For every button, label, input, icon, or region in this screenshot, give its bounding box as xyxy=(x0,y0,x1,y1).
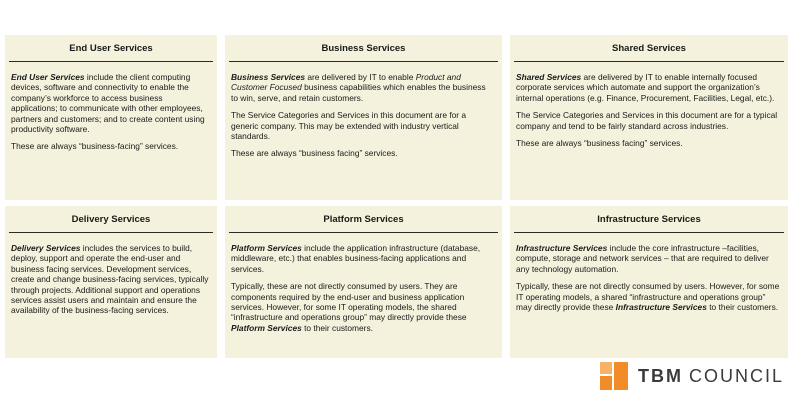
emphasis-text: Platform Services xyxy=(231,322,302,333)
paragraph: The Service Categories and Services in this document are for a typical company and tend to be fairly standard across industries. xyxy=(516,110,778,131)
paragraph-text: include the application infrastructure (database, middleware, etc.) that enables business-facing applications and services. xyxy=(231,243,481,274)
card-title: Delivery Services xyxy=(9,206,213,233)
card-body xyxy=(510,62,788,148)
paragraph-text: are delivered by IT to enable internally focused corporate services which automate and support the organization’s internal operations (e.g. Finance, Procurement, Facilities, Legal, etc.). xyxy=(516,72,775,103)
emphasis-text: Infrastructure Services xyxy=(615,302,707,313)
paragraph-text: include the core infrastructure –facilities, compute, storage and network services – that are required to deliver any technology automation. xyxy=(516,243,769,274)
paragraph: The Service Categories and Services in this document are for a generic company. This may be extended with industry vertical standards. xyxy=(231,110,467,142)
card-body xyxy=(225,62,502,159)
card-infrastructure-services xyxy=(510,206,788,358)
lead-term: Shared Services xyxy=(516,72,582,82)
tbm-council-logo-icon xyxy=(600,362,628,390)
lead-term: Delivery Services xyxy=(11,243,81,253)
paragraph-text: include the client computing devices, software and connectivity to enable the company’s workforce to access business applications; to communicate with other employees, partners and customers; and to create content using productivity software. xyxy=(11,72,205,135)
card-business-services xyxy=(225,35,502,200)
card-delivery-services xyxy=(5,206,217,358)
card-body xyxy=(5,62,217,152)
logo-word-council: COUNCIL xyxy=(689,365,785,386)
card-shared-services xyxy=(510,35,788,200)
paragraph-text: Typically, these are not directly consumed by users. They are components required by the end-user and business application services. However, for some IT operating models, the shared “infrastructure and operations group” may directly provide these xyxy=(231,281,467,323)
paragraph-text: are delivered by IT to enable xyxy=(305,72,416,82)
card-title: Platform Services xyxy=(229,206,498,233)
lead-term: Infrastructure Services xyxy=(516,243,608,253)
card-title: End User Services xyxy=(9,35,213,62)
card-title: Shared Services xyxy=(514,35,784,62)
card-title: Infrastructure Services xyxy=(514,206,784,233)
card-body xyxy=(510,233,788,312)
paragraph-text: Typically, these are not directly consumed by users. However, for some IT operating models, a shared “infrastructure and operations group” may directly provide these xyxy=(516,281,780,313)
lead-term: Platform Services xyxy=(231,243,302,253)
logo-wordmark xyxy=(638,366,784,387)
emphasis-text: Product and Customer Focused xyxy=(231,72,461,93)
paragraph-text: business capabilities which enables the business to win, serve, and retain customers. xyxy=(231,82,486,103)
paragraph-text: to their customers. xyxy=(301,322,373,333)
paragraph-text: to their customers. xyxy=(706,302,779,313)
card-end-user-services xyxy=(5,35,217,200)
card-body xyxy=(225,233,502,333)
paragraph: These are always “business facing” services. xyxy=(231,148,398,159)
card-title: Business Services xyxy=(229,35,498,62)
tbm-council-logo xyxy=(600,360,784,392)
lead-term: End User Services xyxy=(11,72,85,82)
paragraph-text: includes the services to build, deploy, support and operate the end-user and business facing services. Development services, create and change business-facing services, typically through projects. Additional support and operations services assist users and maintain and ensure the availability of the business-facing services. xyxy=(11,243,209,316)
paragraph: These are always “business-facing” services. xyxy=(11,141,179,152)
card-body xyxy=(5,233,217,316)
logo-word-tbm: TBM xyxy=(638,365,683,386)
lead-term: Business Services xyxy=(231,72,306,82)
paragraph: These are always “business facing” services. xyxy=(516,138,683,149)
card-platform-services xyxy=(225,206,502,358)
